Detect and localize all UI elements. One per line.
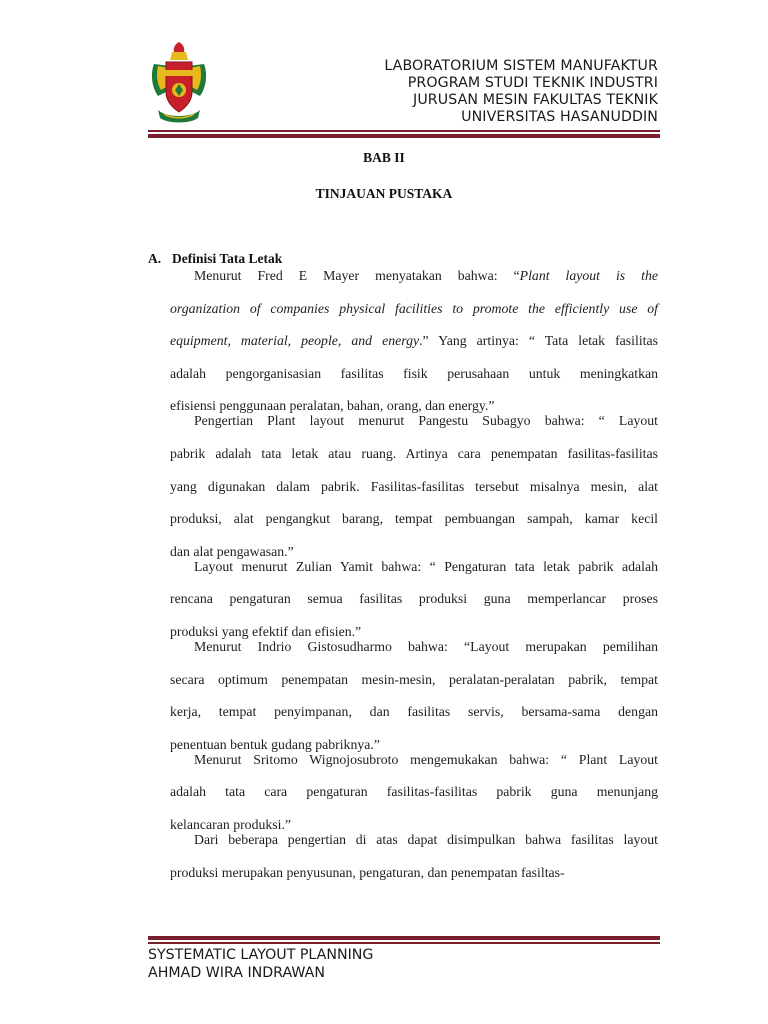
paragraph-line: equipment, material, people, and energy.” Yang artinya: “ Tata letak fasilitas	[170, 333, 658, 349]
paragraph-line: Dari beberapa pengertian di atas dapat disimpulkan bahwa fasilitas layout	[194, 831, 658, 847]
chapter-number: BAB II	[363, 150, 405, 165]
chapter-title: TINJAUAN PUSTAKA	[315, 186, 453, 201]
paragraph-line: pabrik adalah tata letak atau ruang. Artinya cara penempatan fasilitas-fasilitas	[170, 445, 658, 461]
section-letter: A.	[148, 251, 162, 266]
paragraph-line: Pengertian Plant layout menurut Pangestu Subagyo bahwa: “ Layout	[194, 413, 658, 429]
paragraph-line: produksi, alat pengangkut barang, tempat pembuangan sampah, kamar kecil	[170, 511, 658, 527]
paragraph-line: penentuan bentuk gudang pabriknya.”	[170, 736, 380, 752]
paragraph-line: produksi yang efektif dan efisien.”	[170, 623, 362, 639]
paragraph	[170, 265, 658, 414]
italic-text: organization of companies physical facilities to promote the efficiently use of	[170, 300, 658, 316]
paragraph-line	[170, 298, 658, 331]
header-institution	[384, 58, 658, 126]
paragraph-line: Menurut Fred E Mayer menyatakan bahwa: “Plant layout is the	[194, 268, 658, 283]
paragraph-line: kerja, tempat penyimpanan, dan fasilitas servis, bersama-sama dengan	[170, 704, 658, 720]
paragraph	[170, 829, 658, 880]
italic-text: equipment, material, people, and energy	[170, 333, 420, 349]
paragraph-line: secara optimum penempatan mesin-mesin, peralatan-peralatan pabrik, tempat	[170, 671, 658, 687]
header-line: PROGRAM STUDI TEKNIK INDUSTRI	[407, 75, 658, 91]
header-line: UNIVERSITAS HASANUDDIN	[461, 109, 658, 125]
university-crest-icon	[148, 40, 210, 128]
paragraph	[170, 410, 658, 559]
footer	[148, 946, 373, 982]
paragraph-line: kelancaran produksi.”	[170, 816, 292, 832]
footer-divider	[148, 936, 660, 944]
body-text	[170, 265, 658, 880]
paragraph	[170, 556, 658, 639]
header-line: LABORATORIUM SISTEM MANUFAKTUR	[384, 58, 658, 74]
section-title: Definisi Tata Letak	[172, 251, 283, 266]
footer-line: AHMAD WIRA INDRAWAN	[148, 965, 325, 981]
paragraph-line: yang digunakan dalam pabrik. Fasilitas-fasilitas tersebut misalnya mesin, alat	[170, 478, 658, 494]
paragraph-line: Layout menurut Zulian Yamit bahwa: “ Pengaturan tata letak pabrik adalah	[194, 558, 658, 574]
paragraph-line: dan alat pengawasan.”	[170, 543, 294, 559]
italic-text: Plant layout is the	[519, 268, 658, 283]
footer-line: SYSTEMATIC LAYOUT PLANNING	[148, 947, 374, 963]
paragraph	[170, 636, 658, 752]
header-divider	[148, 130, 660, 138]
paragraph-line: Menurut Indrio Gistosudharmo bahwa: “Layout merupakan pemilihan	[194, 638, 658, 654]
paragraph	[170, 749, 658, 832]
paragraph-line: adalah pengorganisasian fasilitas fisik perusahaan untuk meningkatkan	[170, 365, 658, 381]
header-line: JURUSAN MESIN FAKULTAS TEKNIK	[413, 92, 658, 108]
paragraph-line: produksi merupakan penyusunan, pengaturan, dan penempatan fasiltas-	[170, 864, 565, 880]
paragraph-line: efisiensi penggunaan peralatan, bahan, orang, dan energy.”	[170, 398, 495, 414]
paragraph-line: adalah tata cara pengaturan fasilitas-fasilitas pabrik guna menunjang	[170, 784, 658, 800]
paragraph-line: Menurut Sritomo Wignojosubroto mengemukakan bahwa: “ Plant Layout	[194, 751, 658, 767]
paragraph-line: rencana pengaturan semua fasilitas produksi guna memperlancar proses	[170, 591, 658, 607]
